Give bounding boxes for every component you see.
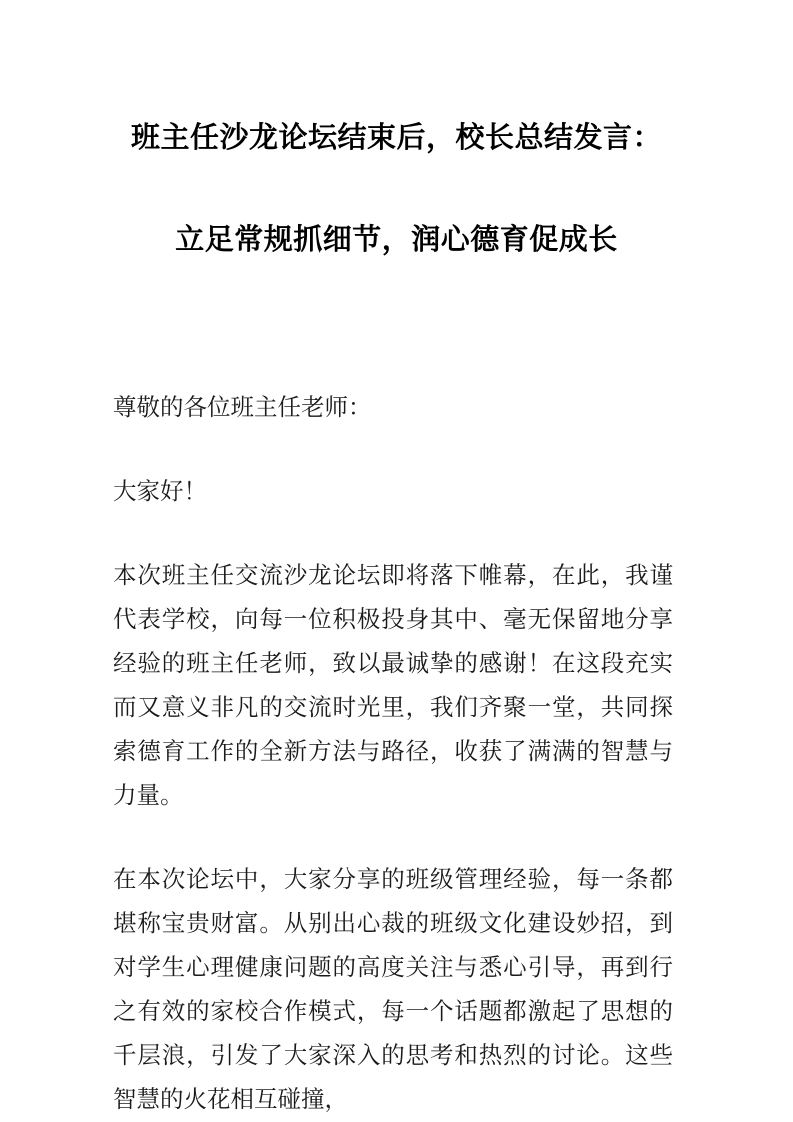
body-paragraph-1: 本次班主任交流沙龙论坛即将落下帷幕，在此，我谨代表学校，向每一位积极投身其中、毫无保留地分享经验的班主任老师，致以最诚挚的感谢！在这段充实而又意义非凡的交流时光里，我们齐聚一堂，共同探索德育工作的全新方法与路径，收获了满满的智慧与力量。 bbox=[113, 562, 673, 808]
greeting-line: 大家好！ bbox=[113, 478, 207, 504]
title-line-2: 立足常规抓细节，润心德育促成长 bbox=[175, 224, 618, 256]
document-title bbox=[0, 118, 793, 260]
body-paragraph-2: 在本次论坛中，大家分享的班级管理经验，每一条都堪称宝贵财富。从别出心裁的班级文化建设妙招，到对学生心理健康问题的高度关注与悉心引导，再到行之有效的家校合作模式，每一个话题都激起了思想的千层浪，引发了大家深入的思考和热烈的讨论。这些智慧的火花相互碰撞， bbox=[113, 866, 673, 1112]
salutation-line: 尊敬的各位班主任老师： bbox=[113, 394, 372, 420]
document-body bbox=[113, 385, 673, 1121]
title-line-1: 班主任沙龙论坛结束后，校长总结发言： bbox=[130, 122, 662, 154]
